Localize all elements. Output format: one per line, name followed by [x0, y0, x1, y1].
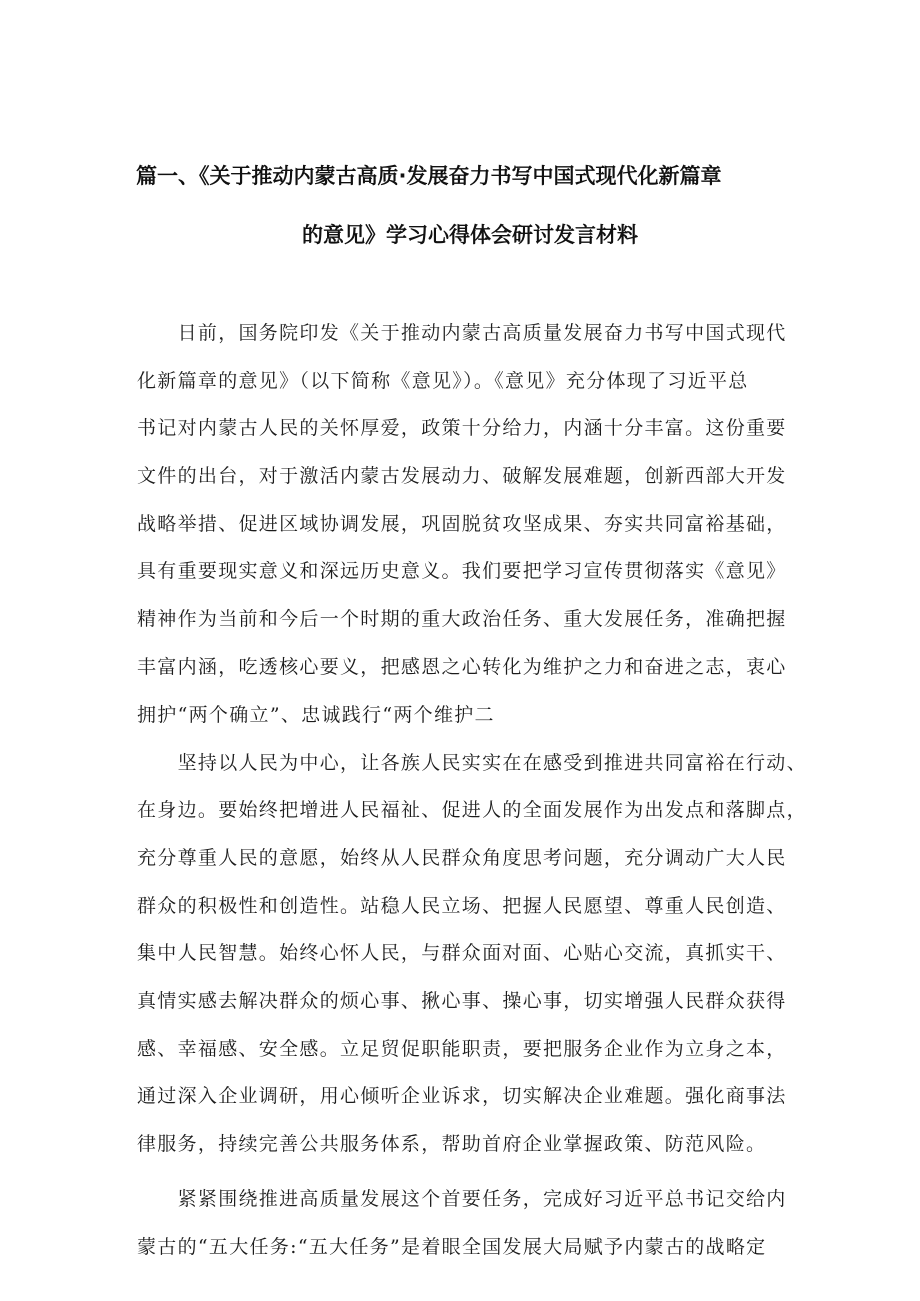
body-line: 集中人民智慧。始终心怀人民，与群众面对面、心贴心交流，真抓实干、: [137, 942, 787, 964]
body-line: 充分尊重人民的意愿，始终从人民群众角度思考问题，充分调动广大人民: [137, 847, 787, 869]
body-line: 书记对内蒙古人民的关怀厚爱，政策十分给力，内涵十分丰富。这份重要: [137, 417, 787, 439]
body-line: 战略举措、促进区域协调发展，巩固脱贫攻坚成果、夯实共同富裕基础，: [137, 513, 787, 535]
body-line: 化新篇章的意见》（以下简称《意见》）。《意见》充分体现了习近平总: [137, 370, 749, 392]
body-line: 律服务，持续完善公共服务体系，帮助首府企业掌握政策、防范风险。: [137, 1133, 767, 1155]
body-line: 精神作为当前和今后一个时期的重大政治任务、重大发展任务，准确把握: [137, 608, 787, 630]
body-line: 在身边。要始终把增进人民福祉、促进人的全面发展作为出发点和落脚点，: [137, 799, 807, 821]
document-title-line-2: 的意见》学习心得体会研讨发言材料: [302, 223, 638, 247]
body-line: 蒙古的“五大任务:“五大任务”是着眼全国发展大局赋予内蒙古的战略定: [137, 1236, 767, 1258]
document-title-line-1: 篇一、《关于推动内蒙古高质·发展奋力书写中国式现代化新篇章: [136, 164, 722, 188]
body-line: 日前，国务院印发《关于推动内蒙古高质量发展奋力书写中国式现代: [137, 322, 787, 344]
body-line: 群众的积极性和创造性。站稳人民立场、把握人民愿望、尊重人民创造、: [137, 895, 787, 917]
body-line: 具有重要现实意义和深远历史意义。我们要把学习宣传贯彻落实《意见》: [137, 560, 787, 582]
body-line: 丰富内涵，吃透核心要义，把感恩之心转化为维护之力和奋进之志，衷心: [137, 656, 787, 678]
body-line: 拥护“两个确立”、忠诚践行“两个维护二: [137, 704, 495, 726]
body-line: 真情实感去解决群众的烦心事、揪心事、操心事，切实增强人民群众获得: [137, 990, 787, 1012]
body-line: 坚持以人民为中心，让各族人民实实在在感受到推进共同富裕在行动、: [137, 752, 807, 774]
body-line: 感、幸福感、安全感。立足贸促职能职责，要把服务企业作为立身之本，: [137, 1038, 787, 1060]
body-line: 通过深入企业调研，用心倾听企业诉求，切实解决企业难题。强化商事法: [137, 1085, 787, 1107]
body-line: 文件的出台，对于激活内蒙古发展动力、破解发展难题，创新西部大开发: [137, 465, 787, 487]
body-line: 紧紧围绕推进高质量发展这个首要任务，完成好习近平总书记交给内: [137, 1188, 787, 1210]
